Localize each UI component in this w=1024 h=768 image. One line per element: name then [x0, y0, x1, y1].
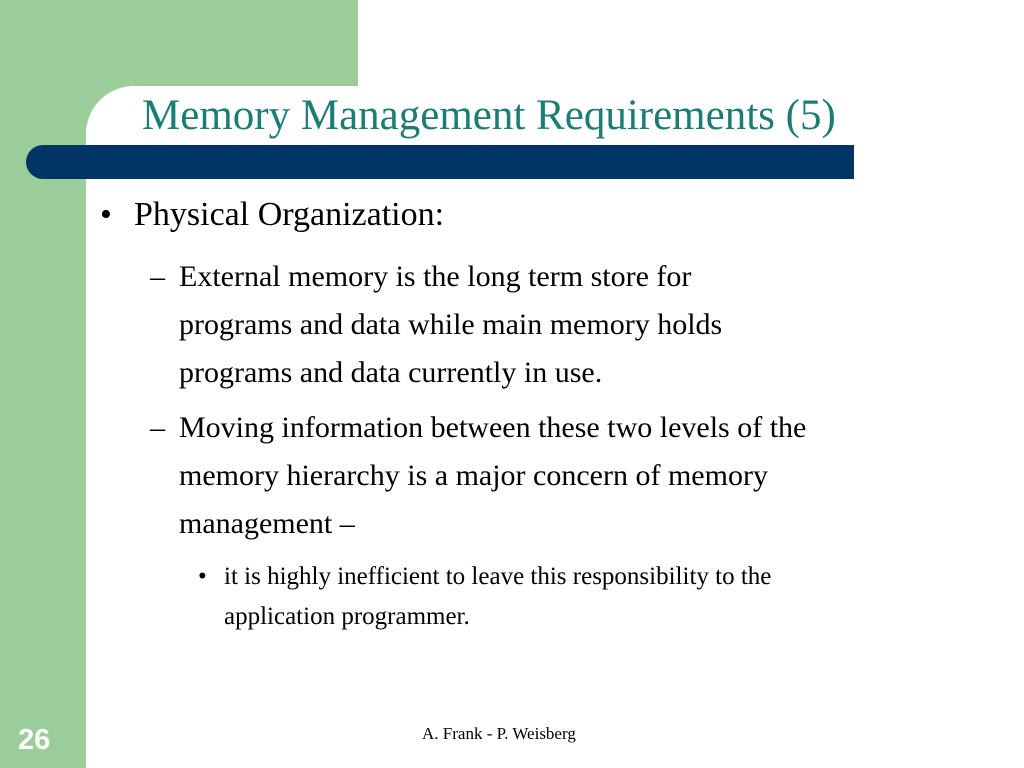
text-line: Moving information between these two levels of the — [179, 411, 807, 444]
bullet-icon: • — [198, 563, 207, 590]
title-underline-bar — [26, 145, 854, 179]
sub-sub-bullet-text — [224, 557, 771, 637]
slide-title: Memory Management Requirements (5) — [142, 92, 836, 139]
text-line: it is highly inefficient to leave this responsibility to the — [224, 563, 772, 590]
text-line: memory hierarchy is a major concern of memory — [179, 459, 768, 492]
bullet-text: Physical Organization: — [134, 196, 445, 233]
sub-bullet-text — [179, 253, 1019, 397]
text-line: application programmer. — [224, 603, 470, 630]
text-line: External memory is the long term store for — [179, 260, 692, 293]
text-line: management – — [179, 507, 355, 540]
sub-bullet-text — [179, 404, 1019, 548]
dash-icon: – — [150, 260, 165, 293]
bullet-icon: • — [100, 196, 112, 233]
page-number: 26 — [18, 724, 51, 756]
text-line: programs and data while main memory holds — [179, 308, 723, 341]
footer-authors: A. Frank - P. Weisberg — [422, 724, 576, 743]
dash-icon: – — [150, 411, 165, 444]
text-line: programs and data currently in use. — [179, 356, 603, 389]
